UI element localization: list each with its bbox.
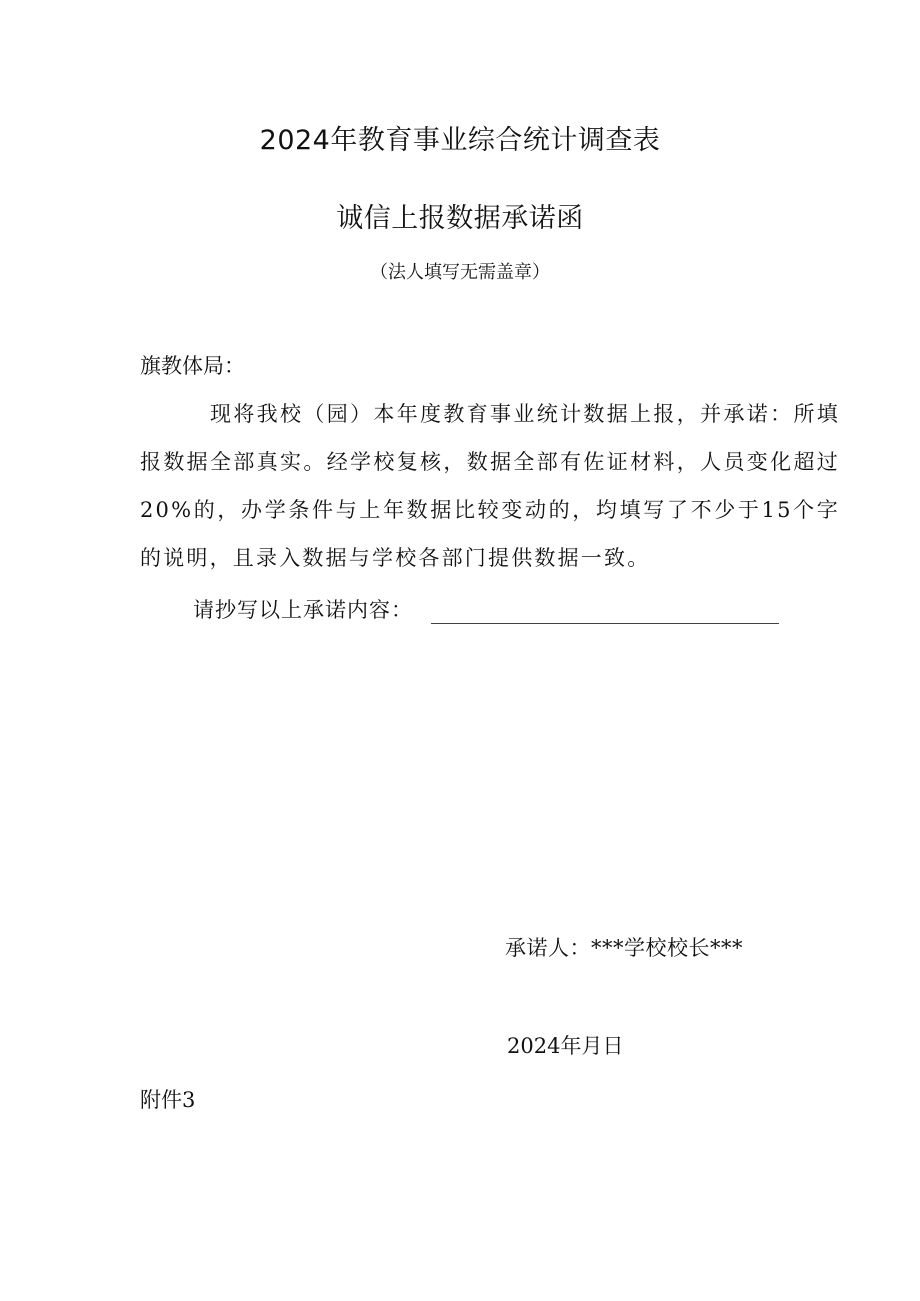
attachment-label: 附件3	[140, 1088, 196, 1112]
document-title: 2024年教育事业综合统计调查表	[259, 125, 661, 156]
copy-commitment-field[interactable]	[431, 599, 779, 624]
promiser-signature: 承诺人：***学校校长***	[505, 936, 743, 960]
addressee: 旗教体局：	[140, 354, 245, 378]
commitment-body: 现将我校（园）本年度教育事业统计数据上报，并承诺：所填报数据全部真实。经学校复核，数据全部有佐证材料，人员变化超过20%的，办学条件与上年数据比较变动的，均填写了不少于15个字的说明，且录入数据与学校各部门提供数据一致。	[140, 402, 840, 570]
signature-date: 2024年月日	[507, 1034, 624, 1058]
document-note: （法人填写无需盖章）	[370, 262, 550, 283]
copy-prompt-label: 请抄写以上承诺内容：	[193, 598, 413, 622]
copy-commitment-row	[193, 594, 779, 624]
document-subtitle: 诚信上报数据承诺函	[336, 203, 584, 234]
